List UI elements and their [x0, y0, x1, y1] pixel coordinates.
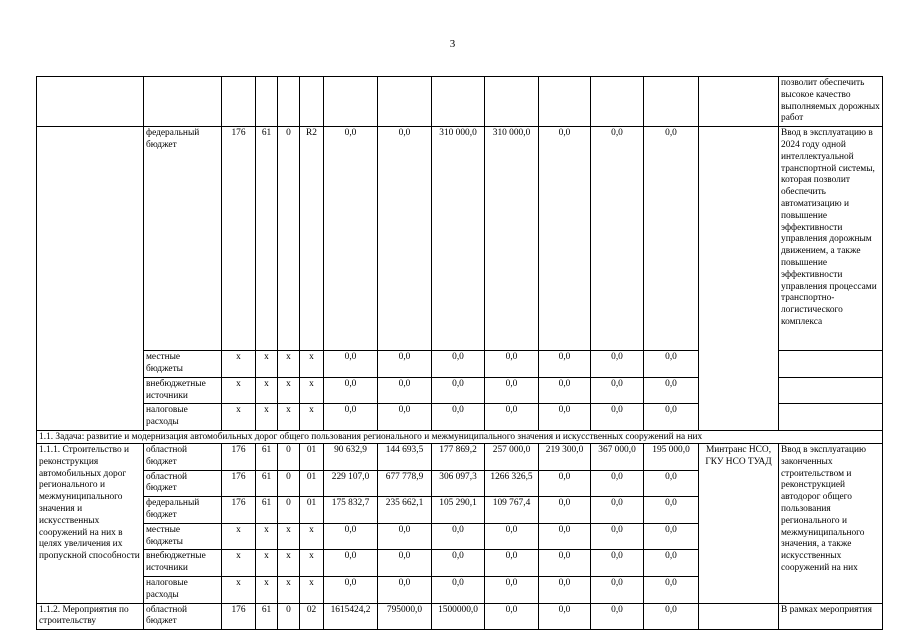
table-cell: 0,0 [485, 404, 539, 431]
table-cell: 0,0 [485, 351, 539, 378]
table-cell: x [300, 351, 324, 378]
table-cell [278, 77, 300, 127]
table-cell: 0,0 [378, 404, 432, 431]
table-cell: 176 [222, 443, 256, 470]
task-heading: 1.1. Задача: развитие и модернизация автомобильных дорог общего пользования регионального и межмуниципального значения и искусственных сооружений на них [37, 430, 883, 443]
table-cell: 0,0 [591, 497, 644, 524]
table-cell [779, 351, 883, 378]
table-cell: x [278, 576, 300, 603]
table-cell: 0,0 [644, 351, 699, 378]
table-cell: 0,0 [485, 550, 539, 577]
table-cell: x [222, 377, 256, 404]
table-cell [300, 77, 324, 127]
table-cell: 677 778,9 [378, 470, 432, 497]
table-cell: 306 097,3 [432, 470, 485, 497]
table-cell: x [222, 550, 256, 577]
table-cell: 0,0 [591, 576, 644, 603]
source-cell: федеральный бюджет [144, 497, 222, 524]
table-cell: 0,0 [539, 576, 591, 603]
table-cell [644, 77, 699, 127]
table-cell: 0,0 [324, 576, 378, 603]
table-cell: 0,0 [644, 550, 699, 577]
table-cell: 1266 326,5 [485, 470, 539, 497]
table-cell: 219 300,0 [539, 443, 591, 470]
table-cell: R2 [300, 127, 324, 351]
table-cell: 0,0 [324, 377, 378, 404]
executor-cell: Минтранс НСО, ГКУ НСО ТУАД [699, 443, 779, 603]
table-row [37, 603, 883, 630]
table-cell [378, 77, 432, 127]
table-cell: 0,0 [591, 127, 644, 351]
source-cell: местные бюджеты [144, 523, 222, 550]
table-cell: 1615424,2 [324, 603, 378, 630]
table-cell [779, 377, 883, 404]
table-cell: 0,0 [378, 550, 432, 577]
table-cell: 176 [222, 470, 256, 497]
table-cell: 176 [222, 127, 256, 351]
table-cell: 177 869,2 [432, 443, 485, 470]
table-cell: 0,0 [378, 377, 432, 404]
table-cell [485, 77, 539, 127]
table-cell: x [300, 523, 324, 550]
table-cell: 0,0 [644, 377, 699, 404]
table-cell [144, 77, 222, 127]
table-cell: 61 [256, 127, 278, 351]
table-cell: 0,0 [324, 550, 378, 577]
table-cell: x [278, 377, 300, 404]
table-cell: 0,0 [591, 603, 644, 630]
measure-name: 1.1.2. Мероприятия по строительству [37, 603, 144, 630]
table-cell: x [256, 550, 278, 577]
result-text: Ввод в эксплуатацию в 2024 году одной интеллектуальной транспортной системы, которая позволит обеспечить автоматизацию и повышение эффективности управления дорожным движением, а также повышение эффективности управления процессами транспортно-логистического комплекса [779, 127, 883, 351]
table-cell [779, 404, 883, 431]
table-cell: 0,0 [591, 377, 644, 404]
table-cell: 0,0 [432, 550, 485, 577]
table-cell: 0,0 [591, 351, 644, 378]
table-row [37, 443, 883, 470]
table-cell: 61 [256, 603, 278, 630]
table-cell: 176 [222, 497, 256, 524]
table-cell: x [300, 404, 324, 431]
table-cell: 0,0 [644, 497, 699, 524]
source-cell: налоговые расходы [144, 404, 222, 431]
table-cell: 01 [300, 497, 324, 524]
table-cell: 0,0 [591, 404, 644, 431]
table-cell: 01 [300, 443, 324, 470]
table-cell: 0,0 [539, 377, 591, 404]
table-cell: 0,0 [591, 550, 644, 577]
table-cell [222, 77, 256, 127]
table-cell: 0,0 [485, 603, 539, 630]
table-cell [591, 77, 644, 127]
table-cell: 0,0 [539, 470, 591, 497]
table-cell: 0 [278, 470, 300, 497]
table-cell: x [300, 377, 324, 404]
table-cell: x [256, 576, 278, 603]
table-cell: 310 000,0 [485, 127, 539, 351]
result-text: Ввод в эксплуатацию законченных строительством и реконструкцией автодорог общего пользования регионального и межмуниципального значения, а также искусственных сооружений на них [779, 443, 883, 603]
table-cell: 02 [300, 603, 324, 630]
table-cell [539, 77, 591, 127]
source-cell: областной бюджет [144, 603, 222, 630]
table-cell: 0,0 [378, 523, 432, 550]
table-cell: x [256, 404, 278, 431]
measure-name: 1.1.1. Строительство и реконструкция автомобильных дорог регионального и межмуниципального значения и искусственных сооружений на них в целях увеличения их пропускной способности [37, 443, 144, 603]
table-cell: 0,0 [539, 127, 591, 351]
table-cell: 0,0 [378, 351, 432, 378]
table-cell: 0,0 [591, 470, 644, 497]
table-cell: x [222, 404, 256, 431]
program-table [36, 76, 883, 630]
result-text: В рамках мероприятия [779, 603, 883, 630]
table-cell: 0,0 [324, 404, 378, 431]
table-cell: 0,0 [378, 127, 432, 351]
table-cell: 0,0 [378, 576, 432, 603]
table-cell: 0,0 [539, 523, 591, 550]
table-cell: 0,0 [324, 127, 378, 351]
table-cell: 0,0 [324, 523, 378, 550]
table-cell: 175 832,7 [324, 497, 378, 524]
table-cell: 0,0 [644, 603, 699, 630]
table-cell: x [256, 523, 278, 550]
table-cell: 0,0 [539, 404, 591, 431]
source-cell: местные бюджеты [144, 351, 222, 378]
table-cell: 0 [278, 603, 300, 630]
table-cell: 0,0 [644, 470, 699, 497]
table-cell: 257 000,0 [485, 443, 539, 470]
table-cell: 195 000,0 [644, 443, 699, 470]
source-cell: областной бюджет [144, 443, 222, 470]
table-cell: 0,0 [644, 127, 699, 351]
table-cell [37, 77, 144, 127]
table-cell: 109 767,4 [485, 497, 539, 524]
table-cell: 0,0 [644, 404, 699, 431]
table-cell: 176 [222, 603, 256, 630]
table-cell: x [222, 351, 256, 378]
table-cell: 0,0 [591, 523, 644, 550]
table-cell [324, 77, 378, 127]
task-row [37, 430, 883, 443]
table-cell: 61 [256, 443, 278, 470]
table-row [37, 127, 883, 351]
table-cell: 61 [256, 470, 278, 497]
table-cell: 105 290,1 [432, 497, 485, 524]
table-cell: 310 000,0 [432, 127, 485, 351]
table-cell: 367 000,0 [591, 443, 644, 470]
table-cell: 0,0 [644, 576, 699, 603]
table-cell: 0,0 [432, 523, 485, 550]
table-cell: 0,0 [432, 377, 485, 404]
table-cell: 0,0 [485, 377, 539, 404]
table-cell: 0,0 [539, 550, 591, 577]
result-text: позволит обеспечить высокое качество выполняемых дорожных работ [779, 77, 883, 127]
source-cell: федеральный бюджет [144, 127, 222, 351]
table-cell: 235 662,1 [378, 497, 432, 524]
table-cell: 1500000,0 [432, 603, 485, 630]
table-row [37, 77, 883, 127]
table-cell: 0,0 [432, 576, 485, 603]
table-cell: 0,0 [539, 603, 591, 630]
table-cell: 144 693,5 [378, 443, 432, 470]
table-cell: 0 [278, 127, 300, 351]
source-cell: областной бюджет [144, 470, 222, 497]
table-cell: x [256, 351, 278, 378]
table-cell: 0 [278, 497, 300, 524]
table-cell: 0,0 [539, 351, 591, 378]
table-cell: 0,0 [432, 404, 485, 431]
table-cell: x [278, 550, 300, 577]
table-cell: x [278, 404, 300, 431]
table-cell: 61 [256, 497, 278, 524]
table-cell: 0 [278, 443, 300, 470]
table-cell [699, 77, 779, 127]
source-cell: внебюджетные источники [144, 377, 222, 404]
source-cell: налоговые расходы [144, 576, 222, 603]
table-cell: 229 107,0 [324, 470, 378, 497]
page-number: 3 [449, 38, 456, 50]
table-cell: 01 [300, 470, 324, 497]
table-cell: x [300, 550, 324, 577]
table-cell [256, 77, 278, 127]
table-cell [699, 127, 779, 431]
table-cell: 0,0 [432, 351, 485, 378]
table-cell: 0,0 [539, 497, 591, 524]
table-cell [432, 77, 485, 127]
table-cell: x [256, 377, 278, 404]
table-cell: x [300, 576, 324, 603]
table-cell: 0,0 [485, 576, 539, 603]
table-cell: x [222, 523, 256, 550]
table-cell: x [222, 576, 256, 603]
table-cell [37, 127, 144, 431]
table-cell: 0,0 [485, 523, 539, 550]
table-cell: 0,0 [324, 351, 378, 378]
table-cell [699, 603, 779, 630]
table-cell: x [278, 523, 300, 550]
source-cell: внебюджетные источники [144, 550, 222, 577]
table-cell: 795000,0 [378, 603, 432, 630]
table-cell: 0,0 [644, 523, 699, 550]
table-cell: 90 632,9 [324, 443, 378, 470]
table-cell: x [278, 351, 300, 378]
